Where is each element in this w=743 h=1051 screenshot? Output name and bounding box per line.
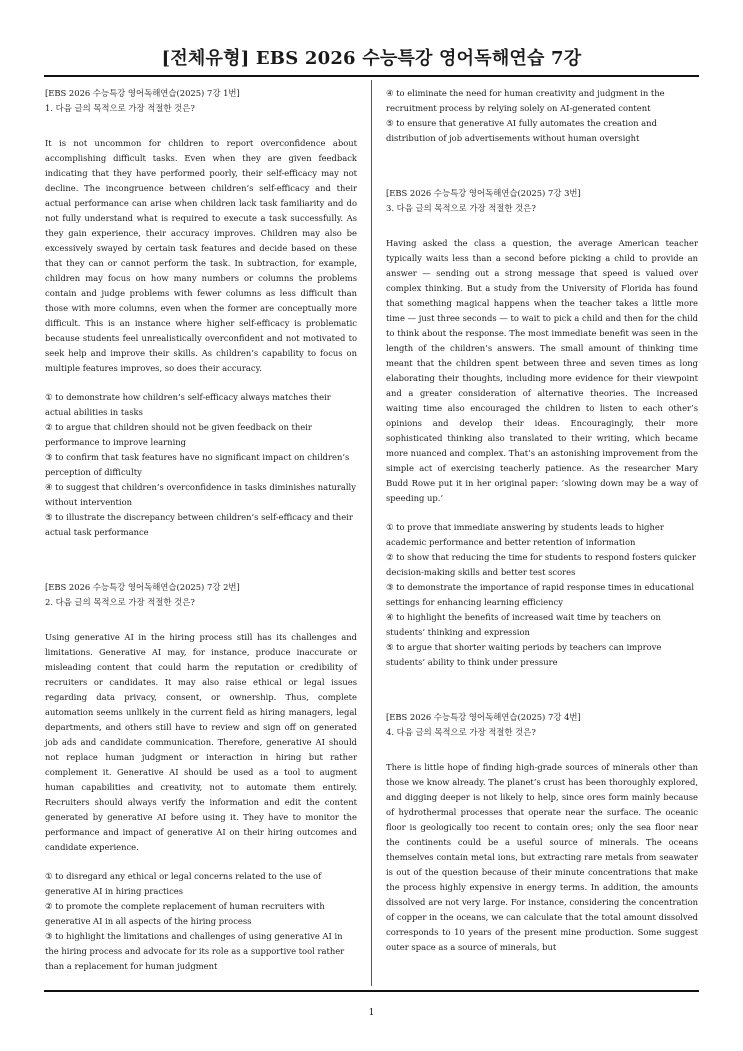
answer-choice-5: ⑤ to argue that shorter waiting periods by teachers can improve students’ ability to think under pressure <box>386 642 662 667</box>
answer-choice-5: ⑤ to illustrate the discrepancy between children’s self-efficacy and their actual task performance <box>45 512 353 537</box>
page-title: [전체유형] EBS 2026 수능특강 영어독해연습 7강 <box>161 48 582 69</box>
right-column <box>386 86 698 969</box>
answer-choice-4: ④ to highlight the benefits of increased wait time by teachers on students’ thinking and expression <box>386 612 661 637</box>
question-passage: Using generative AI in the hiring process still has its challenges and limitations. Generative AI may, for instance, produce inaccurate or misleading content that could harm the reputation or credibility of recruiters or candidates. It may also raise ethical or legal issues regarding data privacy, consent, or ownership. Thus, complete automation seems unlikely in the current field as hiring managers, legal departments, and others still have to review and sign off on generated job ads and candidate communication. Therefore, generative AI should not replace human judgment or interaction in hiring but rather complement it. Generative AI should be used as a tool to augment human capabilities and creativity, not to automate them entirely. Recruiters should always verify the information and edit the content generated by generative AI before using it. They have to monitor the performance and impact of generative AI on their hiring outcomes and candidate experience. <box>45 632 357 852</box>
answer-choice-5: ⑤ to ensure that generative AI fully automates the creation and distribution of job advertisements without human oversight <box>386 118 657 143</box>
question-prompt: 4. 다음 글의 목적으로 가장 적절한 것은? <box>386 727 536 737</box>
question-passage: There is little hope of finding high-grade sources of minerals other than those we know already. The planet’s crust has been thoroughly explored, and digging deeper is not likely to help, since ores form mainly because of hydrothermal processes that operate near the surface. The oceanic floor is geologically too recent to contain ores; only the sea floor near the continents could be a useful source of minerals. The oceans themselves contain metal ions, but extracting rare metals from seawater is out of the question because of their minute concentrations that make the process highly expensive in energy terms. In addition, the amounts dissolved are not very large. For instance, considering the concentration of copper in the oceans, we can calculate that the total amount dissolved corresponds to 10 years of the present mine production. Some suggest outer space as a source of minerals, but <box>386 762 698 952</box>
answer-choice-3: ③ to demonstrate the importance of rapid response times in educational settings for enhancing learning efficiency <box>386 582 695 607</box>
footer-rule <box>44 990 699 992</box>
header-rule <box>44 75 699 77</box>
answer-choice-2: ② to promote the complete replacement of human recruiters with generative AI in all aspects of the hiring process <box>45 901 325 926</box>
left-column <box>45 86 357 974</box>
answer-choice-1: ① to disregard any ethical or legal concerns related to the use of generative AI in hiring practices <box>45 871 322 896</box>
question-source: [EBS 2026 수능특강 영어독해연습(2025) 7강 2번] <box>45 582 240 592</box>
question-header <box>45 86 357 116</box>
question-prompt: 1. 다음 글의 목적으로 가장 적절한 것은? <box>45 103 195 113</box>
question-1 <box>45 86 357 540</box>
question-3 <box>386 186 698 670</box>
section-spacer <box>386 670 698 710</box>
question-source: [EBS 2026 수능특강 영어독해연습(2025) 7강 3번] <box>386 188 581 198</box>
section-spacer <box>386 146 698 186</box>
section-spacer <box>45 540 357 580</box>
question-prompt: 3. 다음 글의 목적으로 가장 적절한 것은? <box>386 203 536 213</box>
answer-choice-3: ③ to highlight the limitations and challenges of using generative AI in the hiring process and advocate for its role as a supportive tool rather than a replacement for human judgment <box>45 931 345 971</box>
answer-choices-continued <box>386 86 698 146</box>
answer-choices <box>45 390 357 540</box>
question-passage: Having asked the class a question, the average American teacher typically waits less than a second before picking a child to provide an answer — sending out a strong message that speed is valued over complex thinking. But a study from the University of Florida has found that something magical happens when the teacher takes a little more time — just three seconds — to wait to pick a child and then for the child to think about the response. The most immediate benefit was seen in the length of the children’s answers. The small amount of thinking time meant that the children spent between three and seven times as long elaborating their thoughts, including more evidence for their viewpoint and a greater consideration of alternative theories. The increased waiting time also encouraged the children to listen to each other’s opinions and develop their ideas. Encouragingly, their more sophisticated thinking also translated to their writing, which became more nuanced and complex. That’s an astonishing improvement from the simple act of exercising teacherly patience. As the researcher Mary Budd Rowe put it in her original paper: ‘slowing down may be a way of speeding up.’ <box>386 238 698 503</box>
answer-choice-2: ② to argue that children should not be given feedback on their performance to improve learning <box>45 422 312 447</box>
question-header <box>45 580 357 610</box>
answer-choice-2: ② to show that reducing the time for students to respond fosters quicker decision-making skills and better test scores <box>386 552 697 577</box>
question-source: [EBS 2026 수능특강 영어독해연습(2025) 7강 1번] <box>45 88 240 98</box>
question-source: [EBS 2026 수능특강 영어독해연습(2025) 7강 4번] <box>386 712 581 722</box>
answer-choice-4: ④ to suggest that children’s overconfidence in tasks diminishes naturally without intervention <box>45 482 356 507</box>
question-4 <box>386 710 698 955</box>
question-2 <box>45 580 357 974</box>
question-prompt: 2. 다음 글의 목적으로 가장 적절한 것은? <box>45 597 195 607</box>
answer-choice-1: ① to prove that immediate answering by students leads to higher academic performance and better retention of information <box>386 522 664 547</box>
question-passage: It is not uncommon for children to report overconfidence about accomplishing difficult tasks. Even when they are given feedback indicating that they have performed poorly, their self-efficacy may not decline. The incongruence between children’s self-efficacy and their actual performance can arise when children lack task familiarity and do not fully understand what is required to execute a task successfully. As they gain experience, their accuracy improves. Children may also be excessively swayed by certain task features and decide based on these that they can or cannot perform the task. In subtraction, for example, children may focus on how many numbers or columns the problems contain and judge problems with fewer columns as less difficult than those with more columns, even when the former are conceptually more difficult. This is an instance where higher self-efficacy is problematic because students feel unrealistically overconfident and not motivated to seek help and improve their skills. As children’s capability to focus on multiple features improves, so does their accuracy. <box>45 138 357 373</box>
page-number: 1 <box>368 1008 375 1018</box>
answer-choice-1: ① to demonstrate how children’s self-efficacy always matches their actual abilities in tasks <box>45 392 331 417</box>
answer-choice-3: ③ to confirm that task features have no significant impact on children’s perception of difficulty <box>45 452 350 477</box>
answer-choice-4: ④ to eliminate the need for human creativity and judgment in the recruitment process by relying solely on AI-generated content <box>386 88 665 113</box>
column-divider <box>371 80 372 986</box>
answer-choices <box>386 520 698 670</box>
question-header <box>386 710 698 740</box>
question-header <box>386 186 698 216</box>
answer-choices <box>45 869 357 974</box>
